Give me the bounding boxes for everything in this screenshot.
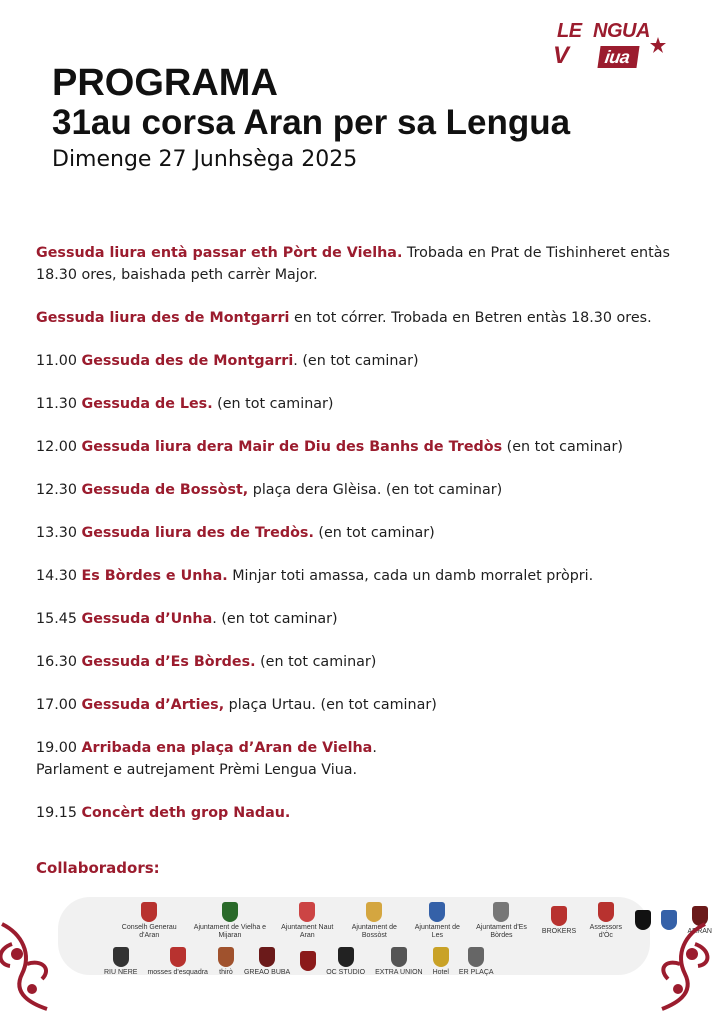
sponsor-logo	[190, 902, 269, 940]
sponsor-emblem-icon	[141, 902, 157, 922]
program-highlight: Gessuda de Les.	[81, 396, 213, 412]
sponsor-emblem-icon	[468, 947, 484, 967]
sponsor-name: ARRAN	[687, 928, 712, 935]
logo-text-le: LE	[557, 20, 582, 42]
sponsor-name: Ajuntament Naut Aran	[281, 924, 334, 939]
program-highlight: Gessuda d’Es Bòrdes.	[81, 654, 256, 670]
sponsor-emblem-icon	[391, 947, 407, 967]
sponsor-emblem-icon	[300, 951, 316, 971]
program-time: 15.45	[36, 611, 82, 627]
program-item	[36, 242, 686, 286]
logo-text-ngua: NGUA	[593, 20, 650, 42]
program-highlight: Concèrt deth grop Nadau.	[81, 805, 291, 821]
sponsor-name: mosses d'esquadra	[147, 969, 208, 976]
collaborators-label: Collaboradors:	[36, 859, 160, 877]
program-highlight: Gessuda des de Montgarri	[81, 353, 294, 369]
sponsor-name: Ajuntament de Les	[414, 924, 460, 939]
sponsor-name: RIU NERE	[104, 969, 138, 976]
program-item	[36, 436, 686, 458]
sponsor-logo	[326, 947, 365, 977]
program-item	[36, 565, 686, 587]
program-time: 19.15	[36, 805, 82, 821]
sponsor-logo	[300, 951, 316, 973]
sponsor-emblem-icon	[429, 902, 445, 922]
sponsor-logo	[147, 947, 207, 977]
sponsor-emblem-icon	[433, 947, 449, 967]
program-detail: . (en tot caminar)	[293, 353, 419, 369]
program-detail: (en tot caminar)	[502, 439, 623, 455]
program-detail: (en tot caminar)	[212, 396, 334, 412]
sponsor-emblem-icon	[299, 902, 315, 922]
program-detail: en tot córrer. Trobada en Betren entàs 18.30 ores.	[289, 310, 652, 326]
sponsor-name: EXTRA UNION	[375, 969, 423, 976]
sponsor-emblem-icon	[113, 947, 129, 967]
sponsor-logo	[345, 902, 404, 940]
program-item	[36, 737, 686, 781]
program-item	[36, 350, 686, 372]
program-item	[36, 651, 686, 673]
program-detail: (en tot caminar)	[255, 654, 377, 670]
sponsor-emblem-icon	[338, 947, 354, 967]
program-time: 14.30	[36, 568, 82, 584]
sponsor-logo	[586, 902, 625, 940]
sponsor-logo	[414, 902, 461, 940]
sponsor-emblem-icon	[222, 902, 238, 922]
program-time: 12.00	[36, 439, 82, 455]
sponsor-emblem-icon	[170, 947, 186, 967]
program-time: 11.00	[36, 353, 82, 369]
logo-star-icon	[649, 36, 667, 54]
program-detail: .	[372, 740, 377, 756]
sponsor-name: Assessors d'Òc	[589, 924, 622, 939]
sponsor-logo	[244, 947, 290, 977]
sponsor-emblem-icon	[366, 902, 382, 922]
program-detail: . (en tot caminar)	[212, 611, 338, 627]
page-title: PROGRAMA	[52, 62, 278, 104]
sponsor-name: Conselh Generau d'Aran	[121, 924, 177, 939]
page-subtitle: 31au corsa Aran per sa Lengua	[52, 103, 571, 142]
sponsor-logo	[542, 906, 576, 936]
sponsor-name: BROKERS	[541, 928, 577, 935]
logo-text-iua: iua	[597, 46, 639, 68]
sponsor-logo	[471, 902, 532, 940]
program-extra: Parlament e autrejament Prèmi Lengua Viua.	[36, 762, 358, 778]
page-header	[52, 63, 570, 175]
program-detail: plaça Urtau. (en tot caminar)	[224, 697, 437, 713]
decorative-flower-left-icon	[0, 914, 62, 1014]
sponsor-logo	[104, 947, 137, 977]
program-time: 11.30	[36, 396, 82, 412]
sponsor-emblem-icon	[259, 947, 275, 967]
sponsor-emblem-icon	[598, 902, 614, 922]
program-highlight: Gessuda liura dera Mair de Diu des Banhs de Tredòs	[81, 439, 503, 455]
program-time: 19.00	[36, 740, 82, 756]
program-item	[36, 802, 686, 824]
sponsor-emblem-icon	[493, 902, 509, 922]
sponsor-logo	[459, 947, 494, 977]
sponsor-name: ER PLAÇA	[458, 969, 494, 976]
program-detail: Trobada en Prat de Tishinheret entàs 18.30 ores, baishada peth carrèr Major.	[36, 245, 670, 283]
sponsor-name: Hotel	[432, 969, 449, 976]
program-detail: plaça dera Glèisa. (en tot caminar)	[248, 482, 503, 498]
decorative-flower-right-icon	[650, 914, 712, 1014]
program-time: 16.30	[36, 654, 82, 670]
program-list	[36, 242, 686, 845]
sponsor-logo	[218, 947, 234, 977]
program-highlight: Gessuda liura des de Tredòs.	[81, 525, 314, 541]
sponsor-name: OC STUDIO	[326, 969, 366, 976]
sponsor-logo	[433, 947, 449, 977]
program-item	[36, 608, 686, 630]
sponsor-name: Ajuntament d'Es Bòrdes	[476, 924, 527, 939]
sponsor-name: thirò	[219, 969, 233, 976]
program-detail: Minjar toti amassa, cada un damb morralet pròpri.	[227, 568, 594, 584]
sponsor-emblem-icon	[551, 906, 567, 926]
sponsor-name: GREAO BUBA	[243, 969, 291, 976]
program-highlight: Gessuda de Bossòst,	[81, 482, 249, 498]
program-highlight: Arribada ena plaça d’Aran de Vielha	[81, 740, 373, 756]
program-item	[36, 479, 686, 501]
logo-text-v: V	[553, 42, 569, 69]
program-highlight: Gessuda d’Unha	[81, 611, 213, 627]
program-highlight: Gessuda liura des de Montgarri	[36, 310, 290, 326]
program-detail: (en tot caminar)	[313, 525, 435, 541]
program-highlight: Gessuda d’Arties,	[81, 697, 225, 713]
sponsor-emblem-icon	[218, 947, 234, 967]
sponsor-logo	[375, 947, 422, 977]
program-item	[36, 307, 686, 329]
event-date: Dimenge 27 Junhsèga 2025	[52, 147, 358, 172]
sponsor-name: Ajuntament de Vielha e Mijaran	[193, 924, 267, 939]
sponsor-name: Ajuntament de Bossòst	[351, 924, 397, 939]
program-item	[36, 694, 686, 716]
sponsor-logo	[279, 902, 335, 940]
program-item	[36, 393, 686, 415]
sponsor-logo	[118, 902, 180, 940]
program-highlight: Es Bòrdes e Unha.	[81, 568, 228, 584]
program-highlight: Gessuda liura entà passar eth Pòrt de Vielha.	[36, 245, 403, 261]
program-time: 12.30	[36, 482, 82, 498]
sponsor-row-1	[118, 902, 712, 940]
program-item	[36, 522, 686, 544]
program-time: 13.30	[36, 525, 82, 541]
sponsor-row-2	[104, 947, 494, 977]
program-time: 17.00	[36, 697, 82, 713]
